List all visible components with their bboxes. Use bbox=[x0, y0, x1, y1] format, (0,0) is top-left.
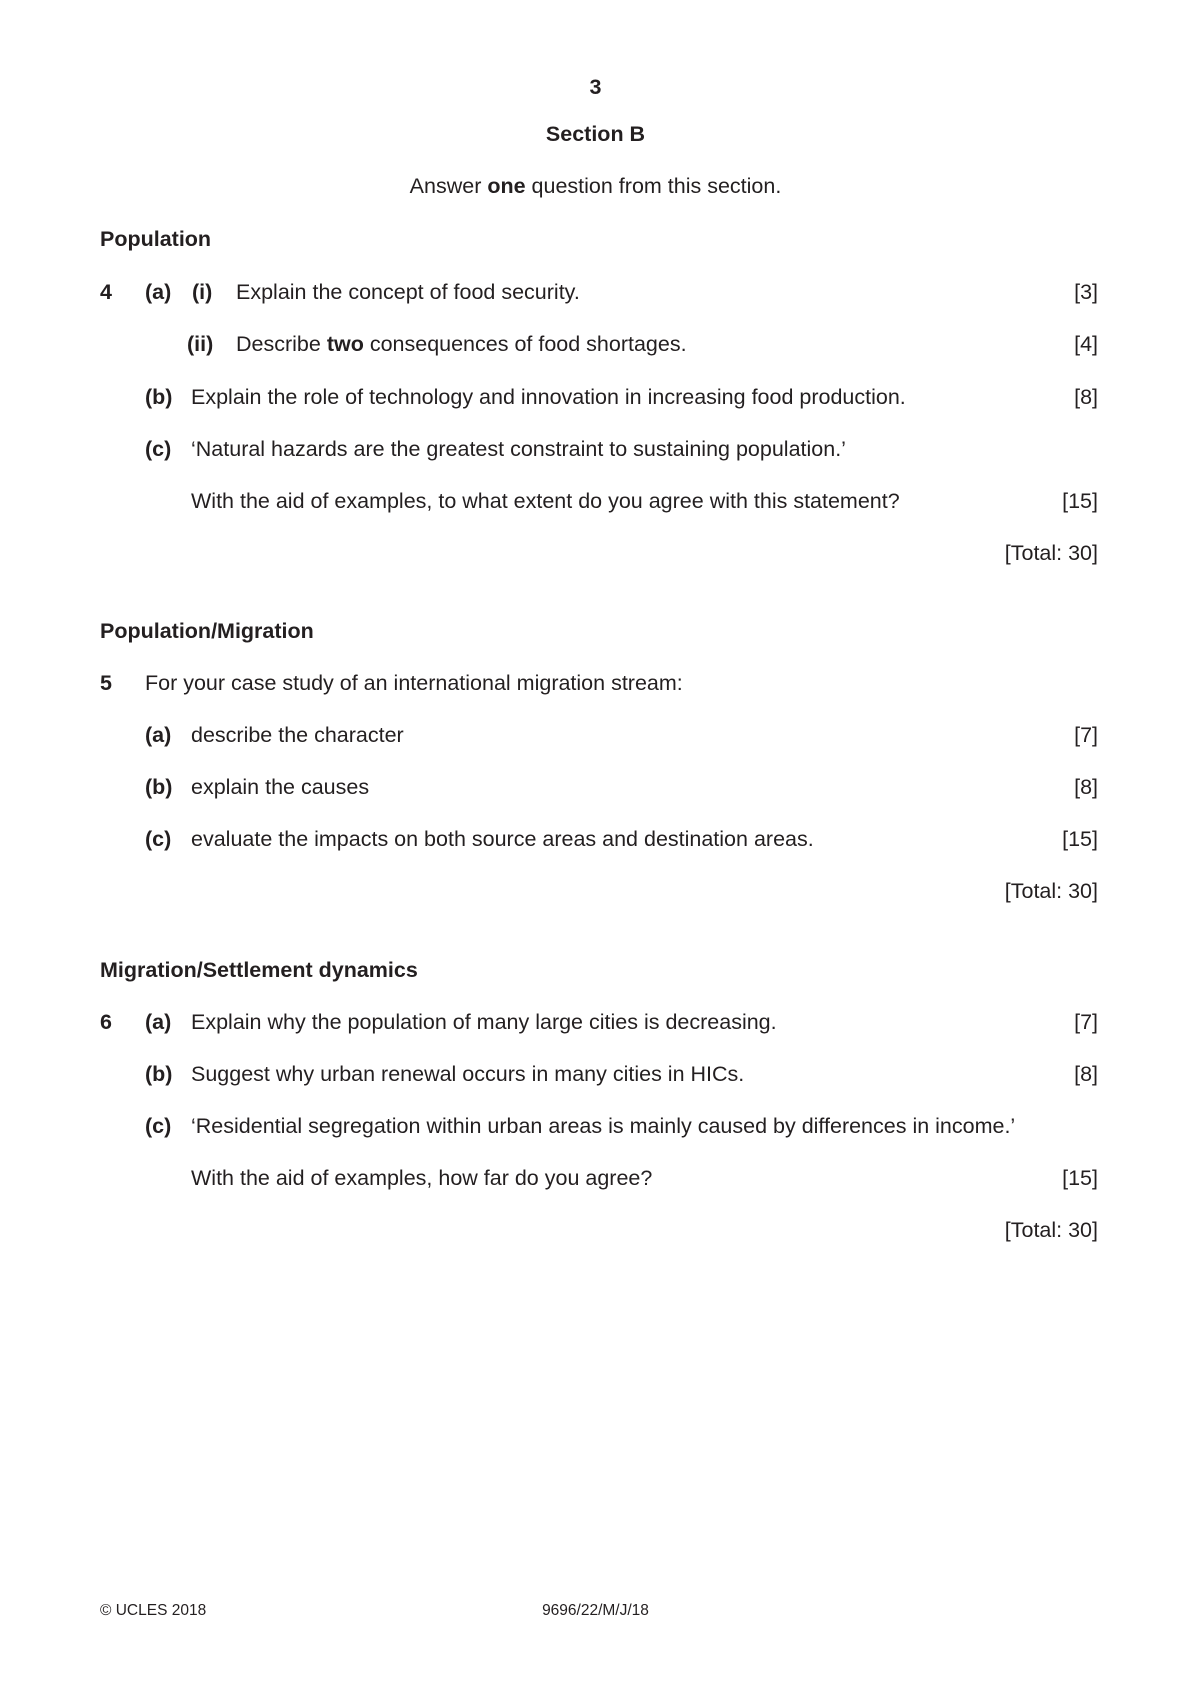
question-4b-marks: [8] bbox=[1074, 385, 1098, 409]
footer-paper-code: 9696/22/M/J/18 bbox=[542, 1602, 649, 1619]
question-4c-marks: [15] bbox=[1062, 489, 1098, 513]
question-6c-text: With the aid of examples, how far do you agree? bbox=[191, 1166, 653, 1190]
question-4a-ii-label: (ii) bbox=[187, 332, 214, 356]
question-4b-text: Explain the role of technology and innovation in increasing food production. bbox=[191, 385, 906, 409]
question-4a-label: (a) bbox=[145, 280, 172, 304]
question-6c-marks: [15] bbox=[1062, 1166, 1098, 1190]
question-4a-ii-text-bold: two bbox=[326, 332, 364, 356]
question-6b-text: Suggest why urban renewal occurs in many cities in HICs. bbox=[191, 1062, 745, 1086]
question-6-total: [Total: 30] bbox=[1004, 1218, 1098, 1242]
question-5a-marks: [7] bbox=[1074, 723, 1098, 747]
question-5c-text: evaluate the impacts on both source areas and destination areas. bbox=[191, 827, 814, 851]
question-4a-ii-text-pre: Describe bbox=[236, 332, 327, 356]
question-5b-label: (b) bbox=[145, 775, 173, 799]
question-4-heading: Population bbox=[100, 227, 212, 251]
question-6c-label: (c) bbox=[145, 1114, 172, 1138]
question-4a-ii-marks: [4] bbox=[1074, 332, 1098, 356]
question-6a-text: Explain why the population of many large cities is decreasing. bbox=[191, 1010, 777, 1034]
question-5-number: 5 bbox=[100, 671, 112, 695]
question-4c-quote: ‘Natural hazards are the greatest constraint to sustaining population.’ bbox=[191, 437, 846, 461]
question-4a-ii-text-post: consequences of food shortages. bbox=[363, 332, 687, 356]
question-6b-label: (b) bbox=[145, 1062, 173, 1086]
section-title: Section B bbox=[545, 122, 646, 146]
question-5b-text: explain the causes bbox=[191, 775, 370, 799]
question-4a-i-label: (i) bbox=[192, 280, 213, 304]
question-6a-marks: [7] bbox=[1074, 1010, 1098, 1034]
question-4a-i-text: Explain the concept of food security. bbox=[236, 280, 580, 304]
question-6c-quote: ‘Residential segregation within urban areas is mainly caused by differences in income.’ bbox=[191, 1114, 1016, 1138]
question-5a-text: describe the character bbox=[191, 723, 404, 747]
question-6b-marks: [8] bbox=[1074, 1062, 1098, 1086]
question-5-total: [Total: 30] bbox=[1004, 879, 1098, 903]
question-6-number: 6 bbox=[100, 1010, 112, 1034]
question-4-number: 4 bbox=[100, 280, 112, 304]
instruction-post: question from this section. bbox=[525, 174, 782, 198]
question-4b-label: (b) bbox=[145, 385, 173, 409]
question-5c-marks: [15] bbox=[1062, 827, 1098, 851]
question-4-total: [Total: 30] bbox=[1004, 541, 1098, 565]
question-4a-ii-text bbox=[236, 334, 687, 356]
question-5b-marks: [8] bbox=[1074, 775, 1098, 799]
instruction-bold: one bbox=[487, 174, 526, 198]
question-4a-i-marks: [3] bbox=[1074, 280, 1098, 304]
question-5a-label: (a) bbox=[145, 723, 172, 747]
question-4c-label: (c) bbox=[145, 437, 172, 461]
page-number: 3 bbox=[589, 75, 602, 99]
instruction-pre: Answer bbox=[409, 174, 488, 198]
question-5c-label: (c) bbox=[145, 827, 172, 851]
question-6-heading: Migration/Settlement dynamics bbox=[100, 958, 418, 982]
question-6a-label: (a) bbox=[145, 1010, 172, 1034]
question-5-heading: Population/Migration bbox=[100, 619, 314, 643]
section-instruction bbox=[0, 176, 1191, 198]
question-4c-text: With the aid of examples, to what extent do you agree with this statement? bbox=[191, 489, 900, 513]
footer-copyright: © UCLES 2018 bbox=[100, 1602, 207, 1619]
question-5-intro: For your case study of an international migration stream: bbox=[145, 671, 683, 695]
